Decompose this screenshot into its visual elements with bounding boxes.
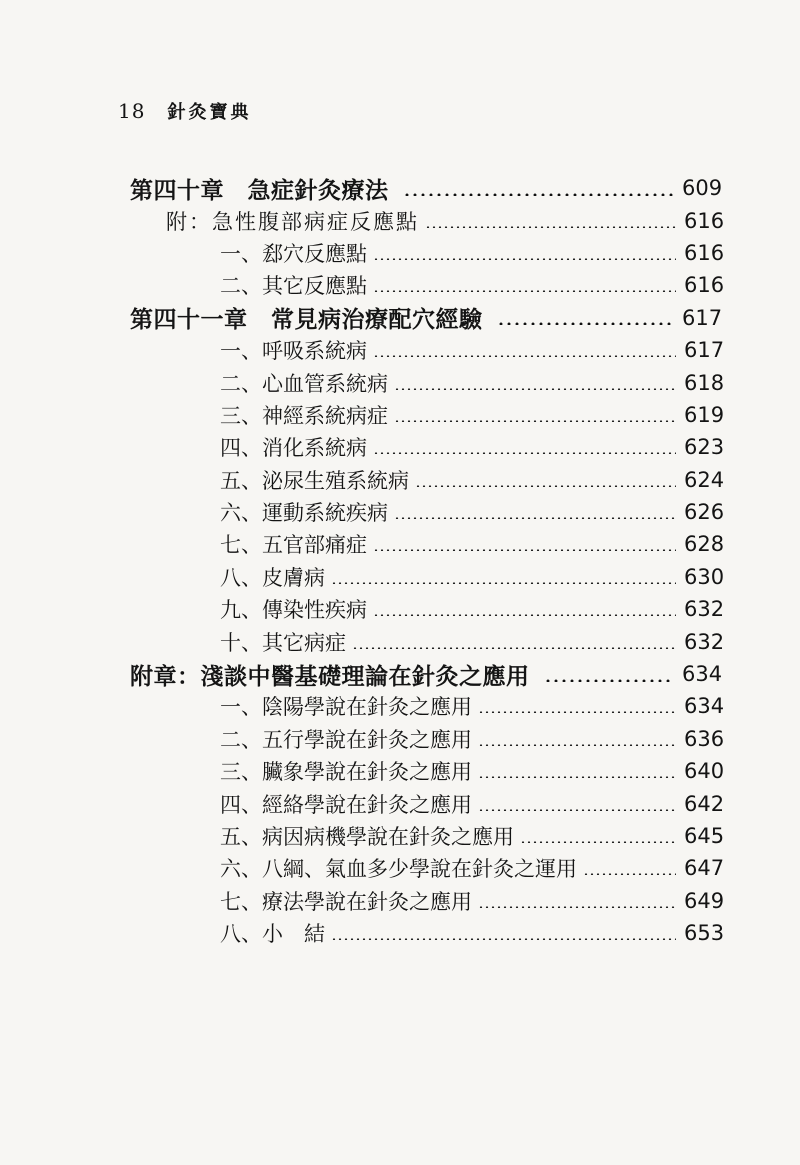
dot-leader	[373, 614, 676, 616]
toc-entry-section	[220, 885, 724, 917]
toc-entry-section	[220, 269, 724, 301]
toc-entry-section	[220, 820, 724, 852]
toc-entry-title: 五、病因病機學說在針灸之應用	[220, 825, 514, 849]
toc-entry-section	[220, 334, 724, 366]
toc-entry-page: 645	[684, 824, 725, 848]
toc-entry-chapter	[130, 172, 722, 204]
toc-entry-page: 628	[684, 532, 725, 557]
toc-entry-section	[220, 496, 724, 528]
toc-entry-title: 十、其它病症	[220, 630, 346, 655]
toc-entry-page: 647	[684, 856, 725, 881]
toc-entry-page: 624	[684, 467, 725, 492]
dot-leader	[331, 938, 676, 940]
dot-leader	[497, 322, 675, 325]
running-head	[118, 98, 251, 124]
dot-leader	[478, 744, 676, 746]
toc-entry-title: 第四十章 急症針灸療法	[130, 177, 389, 204]
dot-leader	[425, 226, 676, 228]
toc-entry-title: 七、五官部痛症	[220, 533, 367, 558]
toc-entry-section	[220, 690, 724, 722]
toc-entry-page: 617	[684, 338, 725, 363]
toc-entry-section	[220, 852, 724, 884]
dot-leader	[373, 549, 676, 551]
toc-entry-title: 附章：淺談中醫基礎理論在針灸之應用	[130, 663, 530, 690]
dot-leader	[394, 388, 676, 390]
toc-entry-title: 二、心血管系統病	[220, 371, 388, 396]
toc-entry-section	[220, 723, 724, 755]
toc-entry-section	[220, 366, 724, 398]
toc-entry-section	[220, 431, 724, 463]
toc-entry-page: 634	[682, 662, 723, 687]
page-number: 18	[118, 99, 146, 123]
dot-leader	[544, 679, 675, 682]
toc-entry-title: 四、經絡學說在針灸之應用	[220, 792, 472, 817]
toc-entry-chapter	[130, 658, 722, 690]
toc-entry-title: 四、消化系統病	[220, 436, 367, 461]
toc-entry-section	[220, 561, 724, 593]
dot-leader	[520, 841, 676, 843]
toc-entry-page: 609	[682, 176, 723, 201]
dot-leader	[415, 485, 676, 487]
dot-leader	[403, 193, 675, 196]
dot-leader	[373, 258, 676, 260]
book-title: 針灸寶典	[167, 102, 252, 123]
toc-entry-title: 第四十一章 常見病治療配穴經驗	[130, 307, 483, 334]
toc-entry-page: 617	[682, 305, 723, 330]
toc-entry-page: 632	[684, 597, 725, 622]
dot-leader	[352, 647, 676, 649]
dot-leader	[331, 582, 676, 584]
toc-entry-page: 618	[684, 370, 725, 395]
toc-entry-page: 634	[684, 694, 725, 719]
toc-entry-section	[220, 917, 724, 949]
toc-entry-title: 二、其它反應點	[220, 274, 367, 299]
toc-entry-section	[220, 237, 724, 269]
toc-entry-page: 626	[684, 500, 725, 525]
toc-entry-page: 630	[684, 564, 725, 589]
toc-entry-section	[220, 787, 724, 819]
dot-leader	[478, 906, 676, 908]
dot-leader	[478, 776, 676, 778]
toc-entry-title: 六、八綱、氣血多少學說在針灸之運用	[220, 857, 577, 882]
toc-entry-page: 616	[684, 208, 725, 233]
toc-entry-title: 六、運動系統疾病	[220, 501, 388, 526]
dot-leader	[373, 290, 676, 292]
toc-entry-page: 642	[684, 791, 725, 816]
toc-entry-title: 三、臟象學說在針灸之應用	[220, 760, 472, 785]
toc-entry-title: 三、神經系統病症	[220, 403, 388, 428]
toc-entry-page: 616	[684, 273, 725, 298]
dot-leader	[478, 809, 676, 811]
toc-entry-title: 一、郄穴反應點	[220, 241, 367, 266]
toc-entry-page: 653	[684, 921, 725, 946]
toc-entry-page: 640	[684, 759, 725, 784]
toc-entry-page: 623	[684, 435, 725, 460]
dot-leader	[373, 355, 676, 357]
toc-entry-page: 636	[684, 726, 725, 751]
dot-leader	[373, 452, 676, 454]
dot-leader	[394, 517, 676, 519]
toc-entry-title: 五、泌尿生殖系統病	[220, 468, 409, 493]
toc-entry-page: 632	[684, 629, 725, 654]
toc-entry-chapter	[130, 302, 722, 334]
toc-entry-title: 二、五行學說在針灸之應用	[220, 727, 472, 752]
toc-entry-title: 一、呼吸系統病	[220, 339, 367, 364]
dot-leader	[583, 873, 676, 875]
toc-entry-page: 616	[684, 240, 725, 265]
toc-entry-section	[220, 464, 724, 496]
toc-entry-page: 619	[684, 402, 725, 427]
dot-leader	[478, 711, 676, 713]
toc-entry-title: 七、療法學說在針灸之應用	[220, 889, 472, 914]
toc-entry-section	[220, 625, 724, 657]
toc-entry-section	[220, 593, 724, 625]
toc-entry-section	[220, 755, 724, 787]
toc-entry-section	[220, 528, 724, 560]
toc-entry-section	[220, 399, 724, 431]
toc-entry-page: 649	[684, 888, 725, 913]
table-of-contents	[0, 172, 800, 949]
toc-entry-title: 八、皮膚病	[220, 565, 325, 590]
toc-entry-title: 附：急性腹部病症反應點	[166, 209, 419, 234]
toc-entry-appendix	[166, 204, 724, 236]
toc-entry-title: 一、陰陽學說在針灸之應用	[220, 695, 472, 720]
toc-entry-title: 九、傳染性疾病	[220, 598, 367, 623]
toc-entry-title: 八、小 結	[220, 922, 325, 947]
dot-leader	[394, 420, 676, 422]
